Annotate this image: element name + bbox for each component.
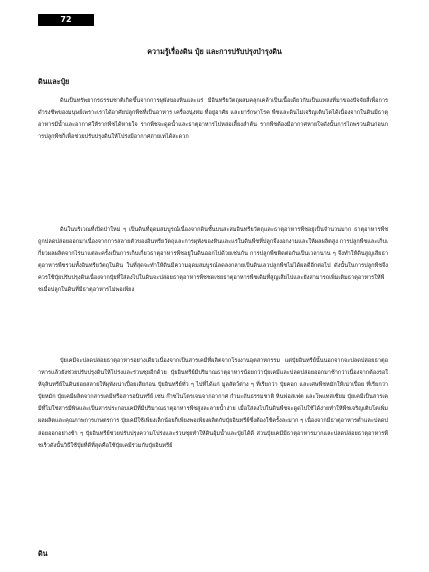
page-title: ความรู้เรื่องดิน ปุ๋ย และการปรับปรุงบำรุงดิน — [147, 47, 282, 56]
section-heading-soil-fertilizer: ดินและปุ๋ย — [38, 77, 70, 86]
paragraph-2: ดินในบริเวณที่เปิดป่าใหม่ ๆ เป็นดินที่อุดมสมบูรณ์เนื่องจากดินชั้นบนสะสมอินทรียวัตถุและธาตุอาหารพืชอยู่เป็นจำนวนมาก ธาตุอาหารพืชถูกปลดปล่อยออกมาเนื่องจากการสลายตัวของอินทรียวัตถุและการผุพังของหินและแร่ในดินพืชที่ปลูกจึงงอกงามและให้ผลผลิตสูง การปลูกพืชและเก็บเกี่ยวผลผลิตจากไร่นาแต่ละครั้งเป็นการเก็บเกี่ยวธาตุอาหารพืชอยู่ในดินออกไปด้วยเช่นกัน การปลูกพืชติดต่อกันเป็นเวลานาน ๆ จึงทำให้ดินสูญเสียธาตุอาหารพืชรวมทั้งอินทรียวัตถุในดิน ในที่สุดจะทำให้ดินมีความอุดมสมบูรณ์ลดลงกลายเป็นดินเลวปลูกพืชไม่ได้ผลดีอีกต่อไป ดังนั้นในการปลูกพืชจึงควรใช้ปุ๋ยปรับปรุงดินเนื่องจากปุ๋ยที่ใส่ลงไปในดินจะปล่อยธาตุอาหารพืชชดเชยธาตุอาหารพืชเดิมที่สูญเสียไปและยังสามารถเพิ่มเติมธาตุอาหารให้พืชเมื่อปลูกในดินที่มีธาตุอาหารไม่พอเพียง — [38, 227, 388, 294]
paragraph-3: ปุ๋ยเคมีจะปลดปล่อยธาตุอาหารอย่างเดียวเนื่องจากเป็นสารเคมีที่ผลิตจากโรงงานอุตสาหกรรม แต่ปุ๋ยอินทรีย์นั้นนอกจากจะปลดปล่อยธาตุอาหารแล้วยังช่วยปรับปรุงดินให้โปร่งและร่วนซุยอีกด้วย ปุ๋ยอินทรีย์มีปริมาณธาตุอาหารน้อยกว่าปุ๋ยเคมีและปลดปล่อยออกมาช้ากว่าเนื่องจากต้องรอให้จุลินทรีย์ในดินย่อยสลายให้ผุพังเน่าเปื่อยเสียก่อน ปุ๋ยอินทรีย์ทั่ว ๆ ไปที่ได้แก่ มูลสัตว์ต่าง ๆ ที่เรียกว่า ปุ๋ยคอก และเศษพืชหมักให้เน่าเปื่อย ที่เรียกว่า ปุ๋ยหมัก ปุ๋ยเคมีผลิตจากสารเคมีหรือสารอนินทรีย์ เช่น ก๊าซไนโตรเจนจากอากาศ กำมะถันธรรมชาติ หินฟอสเฟต และโพแทสเซียม ปุ๋ยเคมีเป็นสารเคมีที่ไม่ใช่สารมีพิษและเป็นสารประกอบเคมีที่มีปริมาณธาตุอาหารพืชสูงละลายน้ำง่าย เมื่อใส่ลงไปในดินพืชจะดูดไปใช้ได้ง่ายทำให้พืชเจริญเติบโตเพิ่มผลผลิตและคุณภาพการเกษตรการ ปุ๋ยเคมีใช้เพียงเล็กน้อยก็เพียงพอเพียงผลิตกับปุ๋ยอินทรีย์ซึ่งต้องใช้ครั้งละมาก ๆ เนื่องจากมีธาตุอาหารต่ำและปลดปล่อยออกอย่างช้า ๆ ปุ๋ยอินทรีย์ช่วยปรับปรุงความโปร่งและร่วนซุยทำให้ดินอุ้มน้ำและปุ๋ยได้ดี ส่วนปุ๋ยเคมีมีธาตุอาหารมากและปลดปล่อยธาตุอาหารพืชเร็วดังนั้นวิธีใช้ปุ๋ยที่ดีที่สุดคือใช้ปุ๋ยเคมีร่วมกับปุ๋ยอินทรีย์ — [38, 358, 388, 449]
section-heading-soil: ดิน — [38, 549, 48, 558]
page-number-badge: 72 — [38, 14, 94, 26]
paragraph-1: ดินเป็นทรัพยากรธรรมชาติเกิดขึ้นจากการผุพังของหินและแร่ มีอินทรียวัตถุผสมคลุกเคล้าเป็นเนื้อเดียวกันเป็นแหล่งที่มาของปัจจัยสี่เพื่อการดำรงชีพของมนุษย์เพราะเราได้อาศัยปลูกพืชที่เป็นอาหาร เครื่องนุ่งห่ม ที่อยู่อาศัย และยารักษาโรค พืชและดินไม่เจริญเติบโตได้เนื่องจากในดินมีธาตุอาหารมีน้ำและอากาศให้รากพืชได้หายใจ รากพืชจะดูดน้ำและธาตุอาหารไปหล่อเลี้ยงลำต้น รากพืชต้องมีอากาศหายใจดังนั้นการไถพรวนดินก่อนการปลูกพืชก็เพื่อช่วยปรับปรุงดินให้โปร่งมีอากาศถ่ายเทได้สะดวก — [38, 98, 388, 141]
